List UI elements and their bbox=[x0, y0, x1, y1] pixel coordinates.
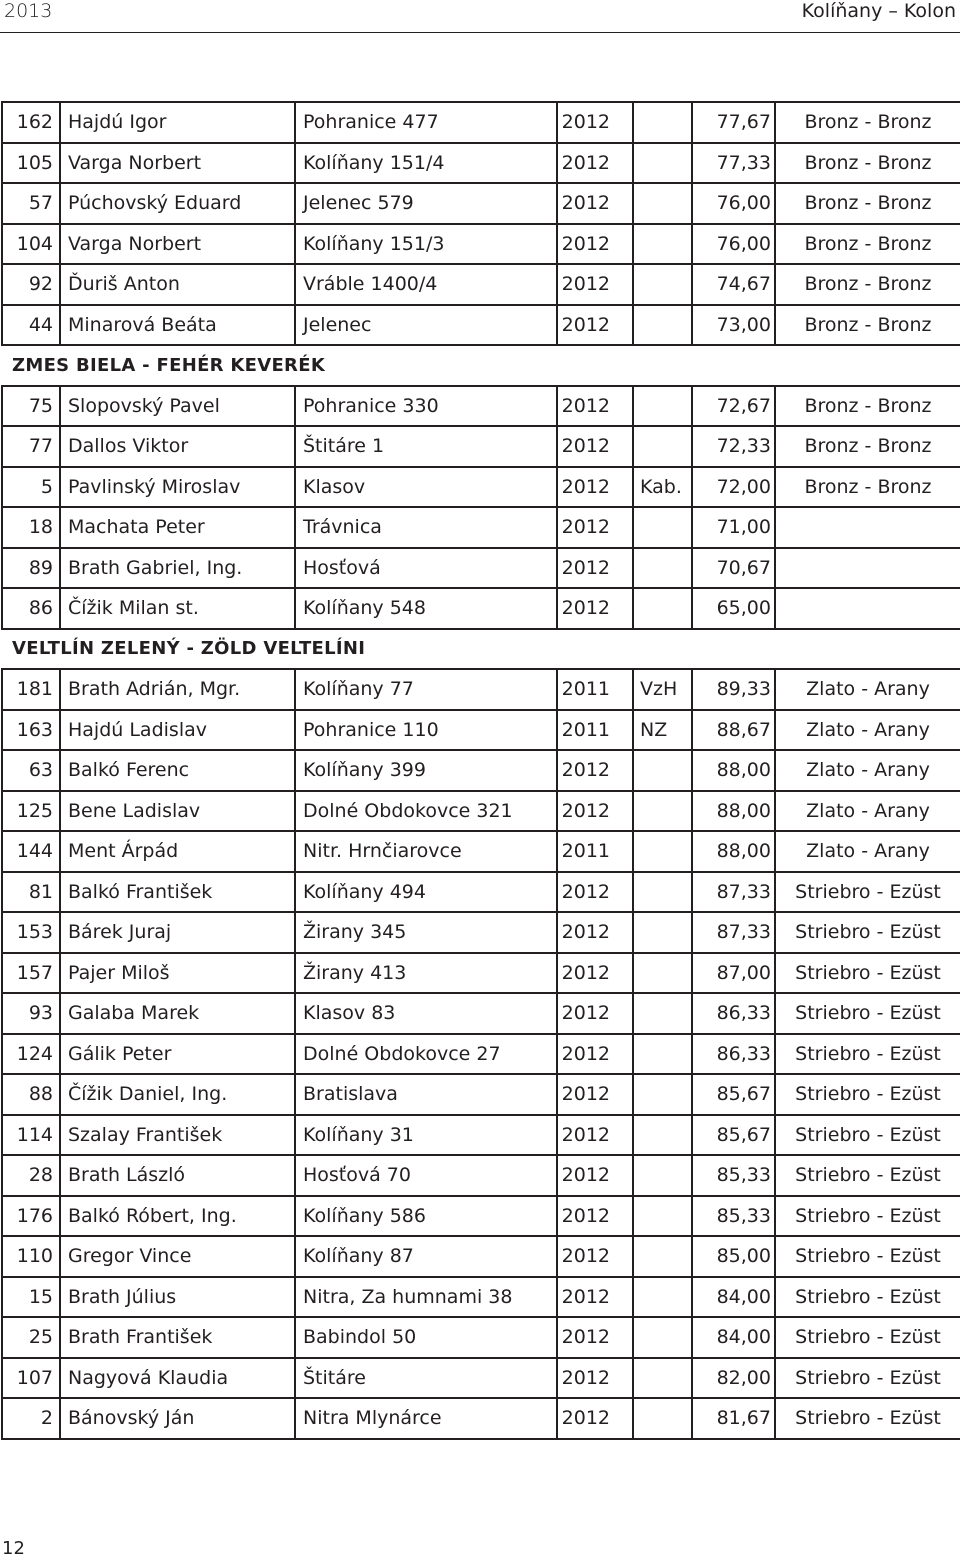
table-row bbox=[2, 1115, 960, 1156]
entry-address: Pohranice 110 bbox=[295, 710, 557, 751]
entry-number: 144 bbox=[2, 831, 60, 872]
entry-score: 88,00 bbox=[692, 831, 775, 872]
entry-note bbox=[633, 1155, 692, 1196]
entry-note: VzH bbox=[633, 669, 692, 710]
entry-number: 125 bbox=[2, 791, 60, 832]
entry-name: Varga Norbert bbox=[60, 224, 295, 265]
entry-medal: Striebro - Ezüst bbox=[775, 1074, 960, 1115]
entry-score: 70,67 bbox=[692, 548, 775, 589]
entry-year: 2011 bbox=[557, 669, 633, 710]
entry-year: 2012 bbox=[557, 1034, 633, 1075]
entry-number: 124 bbox=[2, 1034, 60, 1075]
section-title: VELTLÍN ZELENÝ - ZÖLD VELTELÍNI bbox=[2, 629, 960, 670]
entry-number: 18 bbox=[2, 507, 60, 548]
entry-year: 2012 bbox=[557, 953, 633, 994]
entry-number: 75 bbox=[2, 386, 60, 427]
entry-medal: Bronz - Bronz bbox=[775, 143, 960, 184]
entry-medal: Zlato - Arany bbox=[775, 669, 960, 710]
entry-name: Hajdú Igor bbox=[60, 102, 295, 143]
entry-note bbox=[633, 426, 692, 467]
entry-address: Kolíňany 151/4 bbox=[295, 143, 557, 184]
entry-year: 2012 bbox=[557, 1155, 633, 1196]
entry-medal: Zlato - Arany bbox=[775, 831, 960, 872]
entry-name: Pajer Miloš bbox=[60, 953, 295, 994]
entry-name: Brath Gabriel, Ing. bbox=[60, 548, 295, 589]
entry-address: Pohranice 330 bbox=[295, 386, 557, 427]
entry-address: Bratislava bbox=[295, 1074, 557, 1115]
entry-medal: Striebro - Ezüst bbox=[775, 1034, 960, 1075]
entry-name: Galaba Marek bbox=[60, 993, 295, 1034]
entry-medal: Striebro - Ezüst bbox=[775, 1196, 960, 1237]
entry-address: Kolíňany 586 bbox=[295, 1196, 557, 1237]
entry-number: 110 bbox=[2, 1236, 60, 1277]
entry-score: 85,67 bbox=[692, 1074, 775, 1115]
entry-year: 2012 bbox=[557, 386, 633, 427]
entry-number: 15 bbox=[2, 1277, 60, 1318]
table-row bbox=[2, 224, 960, 265]
entry-name: Varga Norbert bbox=[60, 143, 295, 184]
entry-score: 87,00 bbox=[692, 953, 775, 994]
entry-address: Klasov 83 bbox=[295, 993, 557, 1034]
entry-year: 2011 bbox=[557, 710, 633, 751]
entry-address: Hosťová 70 bbox=[295, 1155, 557, 1196]
entry-year: 2012 bbox=[557, 1115, 633, 1156]
entry-year: 2012 bbox=[557, 791, 633, 832]
section-heading-row bbox=[2, 345, 960, 386]
entry-medal: Zlato - Arany bbox=[775, 750, 960, 791]
entry-medal: Striebro - Ezüst bbox=[775, 1317, 960, 1358]
table-row bbox=[2, 831, 960, 872]
entry-medal: Striebro - Ezüst bbox=[775, 993, 960, 1034]
entry-number: 181 bbox=[2, 669, 60, 710]
entry-name: Pavlinský Miroslav bbox=[60, 467, 295, 508]
entry-score: 85,33 bbox=[692, 1196, 775, 1237]
entry-note bbox=[633, 750, 692, 791]
entry-name: Szalay František bbox=[60, 1115, 295, 1156]
entry-address: Kolíňany 87 bbox=[295, 1236, 557, 1277]
table-row bbox=[2, 1155, 960, 1196]
entry-name: Hajdú Ladislav bbox=[60, 710, 295, 751]
entry-name: Čížik Daniel, Ing. bbox=[60, 1074, 295, 1115]
entry-number: 157 bbox=[2, 953, 60, 994]
entry-note bbox=[633, 1196, 692, 1237]
table-row bbox=[2, 1196, 960, 1237]
entry-name: Brath Július bbox=[60, 1277, 295, 1318]
entry-number: 5 bbox=[2, 467, 60, 508]
entry-year: 2012 bbox=[557, 143, 633, 184]
entry-score: 88,00 bbox=[692, 791, 775, 832]
entry-year: 2012 bbox=[557, 426, 633, 467]
entry-name: Balkó Róbert, Ing. bbox=[60, 1196, 295, 1237]
entry-medal: Striebro - Ezüst bbox=[775, 953, 960, 994]
table-row bbox=[2, 143, 960, 184]
entry-note bbox=[633, 993, 692, 1034]
entry-year: 2012 bbox=[557, 750, 633, 791]
entry-score: 72,67 bbox=[692, 386, 775, 427]
entry-year: 2012 bbox=[557, 1236, 633, 1277]
entry-score: 86,33 bbox=[692, 993, 775, 1034]
table-row bbox=[2, 669, 960, 710]
results-table bbox=[1, 101, 960, 1440]
entry-score: 72,00 bbox=[692, 467, 775, 508]
entry-name: Čížik Milan st. bbox=[60, 588, 295, 629]
entry-medal: Bronz - Bronz bbox=[775, 426, 960, 467]
entry-name: Balkó František bbox=[60, 872, 295, 913]
entry-medal: Zlato - Arany bbox=[775, 791, 960, 832]
entry-note bbox=[633, 831, 692, 872]
entry-name: Machata Peter bbox=[60, 507, 295, 548]
entry-year: 2012 bbox=[557, 224, 633, 265]
section-title: ZMES BIELA - FEHÉR KEVERÉK bbox=[2, 345, 960, 386]
table-row bbox=[2, 1236, 960, 1277]
entry-medal: Bronz - Bronz bbox=[775, 467, 960, 508]
page-number: 12 bbox=[2, 1538, 25, 1559]
entry-name: Bánovský Ján bbox=[60, 1398, 295, 1439]
entry-medal: Bronz - Bronz bbox=[775, 386, 960, 427]
table-row bbox=[2, 1034, 960, 1075]
entry-year: 2012 bbox=[557, 548, 633, 589]
entry-medal: Bronz - Bronz bbox=[775, 183, 960, 224]
entry-number: 153 bbox=[2, 912, 60, 953]
entry-medal: Bronz - Bronz bbox=[775, 102, 960, 143]
table-row bbox=[2, 1398, 960, 1439]
entry-year: 2012 bbox=[557, 507, 633, 548]
entry-address: Jelenec 579 bbox=[295, 183, 557, 224]
header-year: 2013 bbox=[4, 0, 53, 22]
entry-note bbox=[633, 386, 692, 427]
entry-address: Klasov bbox=[295, 467, 557, 508]
table-row bbox=[2, 548, 960, 589]
entry-name: Gregor Vince bbox=[60, 1236, 295, 1277]
entry-year: 2012 bbox=[557, 102, 633, 143]
entry-year: 2011 bbox=[557, 831, 633, 872]
entry-medal: Bronz - Bronz bbox=[775, 305, 960, 346]
entry-year: 2012 bbox=[557, 1317, 633, 1358]
entry-medal: Zlato - Arany bbox=[775, 710, 960, 751]
entry-note bbox=[633, 305, 692, 346]
entry-medal: Striebro - Ezüst bbox=[775, 1115, 960, 1156]
entry-note bbox=[633, 1236, 692, 1277]
entry-score: 82,00 bbox=[692, 1358, 775, 1399]
table-row bbox=[2, 467, 960, 508]
entry-note bbox=[633, 1277, 692, 1318]
entry-name: Púchovský Eduard bbox=[60, 183, 295, 224]
entry-address: Štitáre 1 bbox=[295, 426, 557, 467]
entry-score: 88,67 bbox=[692, 710, 775, 751]
entry-number: 176 bbox=[2, 1196, 60, 1237]
table-row bbox=[2, 386, 960, 427]
table-row bbox=[2, 183, 960, 224]
header-divider bbox=[0, 32, 960, 33]
entry-address: Štitáre bbox=[295, 1358, 557, 1399]
entry-year: 2012 bbox=[557, 1074, 633, 1115]
entry-year: 2012 bbox=[557, 467, 633, 508]
entry-note: NZ bbox=[633, 710, 692, 751]
entry-name: Brath František bbox=[60, 1317, 295, 1358]
entry-year: 2012 bbox=[557, 1358, 633, 1399]
entry-number: 107 bbox=[2, 1358, 60, 1399]
entry-score: 65,00 bbox=[692, 588, 775, 629]
table-row bbox=[2, 710, 960, 751]
entry-name: Bene Ladislav bbox=[60, 791, 295, 832]
page-header bbox=[0, 0, 960, 24]
entry-address: Kolíňany 548 bbox=[295, 588, 557, 629]
entry-score: 73,00 bbox=[692, 305, 775, 346]
entry-medal: Bronz - Bronz bbox=[775, 264, 960, 305]
entry-medal bbox=[775, 507, 960, 548]
entry-name: Dallos Viktor bbox=[60, 426, 295, 467]
entry-address: Žirany 413 bbox=[295, 953, 557, 994]
entry-address: Kolíňany 494 bbox=[295, 872, 557, 913]
table-row bbox=[2, 426, 960, 467]
table-row bbox=[2, 1277, 960, 1318]
entry-score: 84,00 bbox=[692, 1277, 775, 1318]
table-row bbox=[2, 750, 960, 791]
entry-name: Minarová Beáta bbox=[60, 305, 295, 346]
entry-medal bbox=[775, 548, 960, 589]
entry-medal: Striebro - Ezüst bbox=[775, 912, 960, 953]
entry-address: Vráble 1400/4 bbox=[295, 264, 557, 305]
entry-number: 163 bbox=[2, 710, 60, 751]
entry-address: Pohranice 477 bbox=[295, 102, 557, 143]
entry-number: 89 bbox=[2, 548, 60, 589]
entry-score: 74,67 bbox=[692, 264, 775, 305]
entry-year: 2012 bbox=[557, 264, 633, 305]
entry-note bbox=[633, 102, 692, 143]
entry-note bbox=[633, 872, 692, 913]
entry-address: Dolné Obdokovce 27 bbox=[295, 1034, 557, 1075]
table-row bbox=[2, 912, 960, 953]
entry-name: Gálik Peter bbox=[60, 1034, 295, 1075]
entry-year: 2012 bbox=[557, 1277, 633, 1318]
entry-score: 89,33 bbox=[692, 669, 775, 710]
entry-address: Dolné Obdokovce 321 bbox=[295, 791, 557, 832]
entry-name: Ďuriš Anton bbox=[60, 264, 295, 305]
entry-note: Kab. bbox=[633, 467, 692, 508]
entry-address: Kolíňany 399 bbox=[295, 750, 557, 791]
entry-score: 76,00 bbox=[692, 183, 775, 224]
entry-address: Kolíňany 151/3 bbox=[295, 224, 557, 265]
entry-name: Brath Adrián, Mgr. bbox=[60, 669, 295, 710]
entry-medal: Striebro - Ezüst bbox=[775, 1155, 960, 1196]
entry-number: 77 bbox=[2, 426, 60, 467]
entry-score: 76,00 bbox=[692, 224, 775, 265]
entry-note bbox=[633, 1034, 692, 1075]
entry-number: 57 bbox=[2, 183, 60, 224]
entry-address: Nitra, Za humnami 38 bbox=[295, 1277, 557, 1318]
entry-medal: Striebro - Ezüst bbox=[775, 1398, 960, 1439]
entry-score: 86,33 bbox=[692, 1034, 775, 1075]
table-row bbox=[2, 791, 960, 832]
entry-address: Trávnica bbox=[295, 507, 557, 548]
entry-score: 72,33 bbox=[692, 426, 775, 467]
entry-name: Slopovský Pavel bbox=[60, 386, 295, 427]
table-row bbox=[2, 588, 960, 629]
entry-number: 162 bbox=[2, 102, 60, 143]
entry-number: 92 bbox=[2, 264, 60, 305]
entry-year: 2012 bbox=[557, 872, 633, 913]
entry-number: 105 bbox=[2, 143, 60, 184]
entry-note bbox=[633, 1317, 692, 1358]
entry-score: 84,00 bbox=[692, 1317, 775, 1358]
entry-number: 2 bbox=[2, 1398, 60, 1439]
entry-number: 44 bbox=[2, 305, 60, 346]
entry-name: Nagyová Klaudia bbox=[60, 1358, 295, 1399]
entry-year: 2012 bbox=[557, 588, 633, 629]
entry-note bbox=[633, 912, 692, 953]
entry-number: 93 bbox=[2, 993, 60, 1034]
entry-year: 2012 bbox=[557, 993, 633, 1034]
entry-note bbox=[633, 791, 692, 832]
entry-number: 88 bbox=[2, 1074, 60, 1115]
entry-address: Žirany 345 bbox=[295, 912, 557, 953]
entry-score: 85,33 bbox=[692, 1155, 775, 1196]
entry-note bbox=[633, 264, 692, 305]
entry-number: 63 bbox=[2, 750, 60, 791]
entry-address: Babindol 50 bbox=[295, 1317, 557, 1358]
entry-note bbox=[633, 143, 692, 184]
entry-note bbox=[633, 1358, 692, 1399]
entry-number: 86 bbox=[2, 588, 60, 629]
entry-score: 81,67 bbox=[692, 1398, 775, 1439]
entry-name: Balkó Ferenc bbox=[60, 750, 295, 791]
entry-score: 87,33 bbox=[692, 872, 775, 913]
table-row bbox=[2, 264, 960, 305]
entry-medal: Striebro - Ezüst bbox=[775, 1236, 960, 1277]
entry-score: 87,33 bbox=[692, 912, 775, 953]
entry-score: 85,67 bbox=[692, 1115, 775, 1156]
entry-name: Ment Árpád bbox=[60, 831, 295, 872]
entry-year: 2012 bbox=[557, 183, 633, 224]
entry-medal bbox=[775, 588, 960, 629]
entry-address: Nitr. Hrnčiarovce bbox=[295, 831, 557, 872]
entry-note bbox=[633, 224, 692, 265]
entry-medal: Striebro - Ezüst bbox=[775, 872, 960, 913]
entry-note bbox=[633, 1074, 692, 1115]
entry-number: 81 bbox=[2, 872, 60, 913]
header-place: Kolíňany – Kolon bbox=[801, 0, 956, 22]
entry-address: Nitra Mlynárce bbox=[295, 1398, 557, 1439]
table-row bbox=[2, 953, 960, 994]
table-row bbox=[2, 507, 960, 548]
entry-note bbox=[633, 548, 692, 589]
entry-name: Bárek Juraj bbox=[60, 912, 295, 953]
entry-score: 77,33 bbox=[692, 143, 775, 184]
table-row bbox=[2, 993, 960, 1034]
entry-year: 2012 bbox=[557, 1398, 633, 1439]
entry-note bbox=[633, 953, 692, 994]
table-row bbox=[2, 1074, 960, 1115]
entry-year: 2012 bbox=[557, 305, 633, 346]
entry-medal: Striebro - Ezüst bbox=[775, 1358, 960, 1399]
entry-score: 85,00 bbox=[692, 1236, 775, 1277]
table-row bbox=[2, 305, 960, 346]
entry-address: Kolíňany 31 bbox=[295, 1115, 557, 1156]
entry-medal: Striebro - Ezüst bbox=[775, 1277, 960, 1318]
entry-note bbox=[633, 183, 692, 224]
table-row bbox=[2, 1317, 960, 1358]
entry-address: Hosťová bbox=[295, 548, 557, 589]
entry-address: Kolíňany 77 bbox=[295, 669, 557, 710]
entry-address: Jelenec bbox=[295, 305, 557, 346]
entry-note bbox=[633, 588, 692, 629]
entry-number: 25 bbox=[2, 1317, 60, 1358]
entry-note bbox=[633, 1115, 692, 1156]
results-sheet bbox=[0, 101, 960, 1440]
entry-score: 77,67 bbox=[692, 102, 775, 143]
entry-number: 104 bbox=[2, 224, 60, 265]
entry-number: 114 bbox=[2, 1115, 60, 1156]
table-row bbox=[2, 102, 960, 143]
table-row bbox=[2, 1358, 960, 1399]
entry-number: 28 bbox=[2, 1155, 60, 1196]
table-row bbox=[2, 872, 960, 913]
entry-year: 2012 bbox=[557, 912, 633, 953]
entry-score: 71,00 bbox=[692, 507, 775, 548]
entry-year: 2012 bbox=[557, 1196, 633, 1237]
entry-name: Brath László bbox=[60, 1155, 295, 1196]
entry-note bbox=[633, 1398, 692, 1439]
entry-medal: Bronz - Bronz bbox=[775, 224, 960, 265]
entry-score: 88,00 bbox=[692, 750, 775, 791]
entry-note bbox=[633, 507, 692, 548]
section-heading-row bbox=[2, 629, 960, 670]
